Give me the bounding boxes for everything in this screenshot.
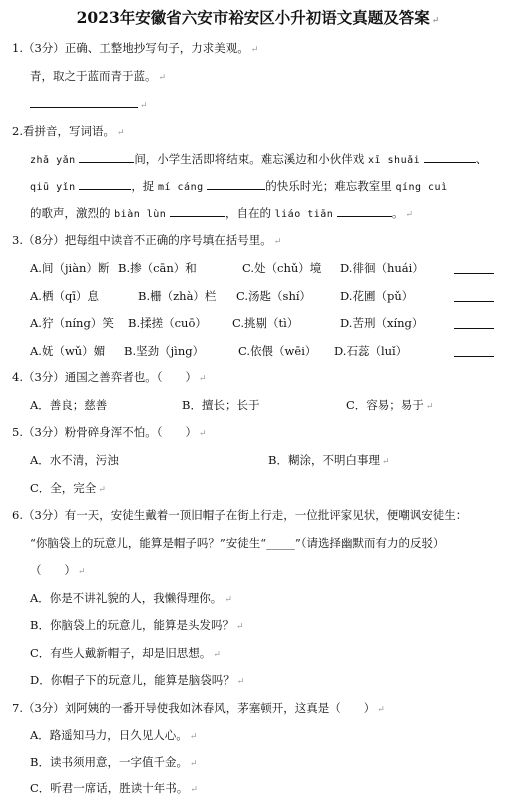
paragraph-mark: ↵ [381, 457, 390, 467]
option-a: A.狞（níng）笑 [30, 316, 114, 330]
q4-option-c[interactable] [346, 397, 433, 415]
answer-blank[interactable] [79, 178, 131, 190]
paragraph-mark: ↵ [199, 429, 207, 439]
q6-option-b[interactable] [30, 617, 244, 635]
option-c: C.汤匙（shí） [236, 289, 312, 303]
option-b: B.栅（zhà）栏 [138, 289, 217, 303]
option-c: C.挑剔（tì） [232, 316, 299, 330]
q1-stem [12, 40, 258, 58]
q6-stem-line-1 [12, 507, 467, 523]
q5-stem [12, 424, 207, 442]
text: 4.（3分）通国之善弈者也。（ ） [12, 370, 198, 384]
q6-answer-paren[interactable] [30, 562, 86, 580]
paragraph-mark: ↵ [224, 595, 232, 605]
answer-blank[interactable] [79, 151, 134, 163]
q7-option-a[interactable] [30, 727, 197, 745]
text: B．读书须用意，一字值千金。 [30, 755, 188, 769]
option-a: A.妩（wǔ）媚 [30, 344, 106, 358]
answer-blank[interactable] [424, 151, 476, 163]
q4-stem [12, 369, 207, 387]
q1-sentence [30, 68, 166, 86]
q2-line-1 [30, 151, 487, 169]
text: （ ） [30, 563, 76, 577]
q7-option-c[interactable] [30, 780, 198, 798]
paragraph-mark: ↵ [213, 650, 221, 660]
option-b: B.坚劲（jìng） [124, 344, 205, 358]
text: 7.（3分）刘阿姨的一番开导使我如沐春风，茅塞顿开，这真是（ ） [12, 701, 376, 715]
text: 、 [475, 152, 488, 166]
paragraph-mark: ↵ [236, 677, 245, 687]
paragraph-mark: ↵ [158, 73, 167, 83]
q7-option-b[interactable] [30, 754, 198, 772]
q6-option-a[interactable] [30, 590, 232, 608]
option-b: B.掺（cān）和 [118, 261, 197, 275]
text: C．有些人戴新帽子，却是旧思想。 [30, 646, 212, 660]
text: “你脑袋上的玩意儿，能算是帽子吗？”安徒生“_____”（请选择幽默而有力的反驳） [30, 536, 445, 550]
option-b: B.揉搓（cuō） [128, 316, 207, 330]
q4-option-a[interactable]: A．善良；慈善 [30, 398, 108, 412]
option-c: C.处（chǔ）境 [242, 261, 322, 275]
q6-option-d[interactable] [30, 672, 244, 690]
document-title [0, 6, 516, 28]
option-d: D.石蕊（luǐ） [334, 344, 408, 358]
option-d: D.苦刑（xíng） [340, 316, 424, 330]
q6-option-c[interactable] [30, 645, 221, 663]
q2-line-2 [30, 178, 448, 196]
q2-stem [12, 123, 125, 141]
pinyin: xī shuǎi [367, 155, 421, 166]
answer-blank[interactable] [454, 261, 494, 274]
paragraph-mark: ↵ [189, 732, 198, 742]
paragraph-mark: ↵ [98, 485, 106, 495]
paragraph-mark: ↵ [235, 622, 244, 632]
text: 间，小学生活即将结束。难忘溪边和小伙伴戏 [134, 152, 365, 166]
pinyin: biàn lùn [114, 209, 167, 220]
paragraph-mark: ↵ [250, 45, 259, 55]
text: 青，取之于蓝而青于蓝。 [30, 69, 157, 83]
option-d: D.花圃（pǔ） [340, 289, 414, 303]
answer-blank[interactable] [170, 205, 225, 217]
pinyin: mí cáng [157, 182, 204, 193]
text: 的歌声，激烈的 [30, 206, 111, 220]
text: 。 [391, 206, 404, 220]
pinyin: zhǎ yǎn [30, 155, 76, 166]
pinyin: qíng cuì [395, 182, 448, 193]
q5-option-a[interactable]: A．水不清，污浊 [30, 453, 119, 467]
paragraph-mark: ↵ [140, 101, 148, 111]
text: 2.看拼音，写词语。 [12, 124, 115, 138]
text: 6.（3分）有一天，安徒生戴着一顶旧帽子在街上行走，一位批评家见状，便嘲讽安徒生： [12, 508, 468, 522]
text: 5.（3分）粉骨碎身浑不怕。（ ） [12, 425, 198, 439]
option-a: A.间（jiàn）断 [30, 261, 110, 275]
paragraph-mark: ↵ [377, 705, 385, 715]
pinyin: qiū yǐn [30, 182, 76, 193]
option-d: D.徘徊（huái） [340, 261, 424, 275]
answer-blank[interactable] [454, 289, 494, 302]
text: 3.（8分）把每组中读音不正确的序号填在括号里。 [12, 233, 272, 247]
text: C．听君一席话，胜读十年书。 [30, 781, 189, 795]
text: 2023年安徽省六安市裕安区小升初语文真题及答案 [76, 8, 430, 27]
paragraph-mark: ↵ [189, 759, 198, 769]
q5-option-c[interactable] [30, 480, 106, 498]
text: C．容易；易于 [346, 398, 424, 412]
q2-line-3 [30, 205, 413, 223]
text: 的快乐时光；难忘教室里 [265, 179, 392, 193]
q1-answer-line[interactable] [30, 96, 148, 114]
q5-option-b[interactable] [268, 452, 390, 470]
answer-blank[interactable] [454, 344, 494, 357]
answer-blank[interactable] [207, 178, 265, 190]
paragraph-mark: ↵ [78, 567, 86, 577]
text: A．你是不讲礼貌的人，我懒得理你。 [30, 591, 223, 605]
paragraph-mark: ↵ [431, 16, 440, 26]
q4-option-b[interactable]: B．擅长；长于 [182, 398, 260, 412]
paragraph-mark: ↵ [199, 374, 207, 384]
paragraph-mark: ↵ [273, 237, 282, 247]
paragraph-mark: ↵ [190, 785, 198, 795]
paragraph-mark: ↵ [405, 210, 414, 220]
option-c: C.依偎（wēi） [238, 344, 317, 358]
text: A．路遥知马力，日久见人心。 [30, 728, 188, 742]
text: ，自在的 [224, 206, 271, 220]
answer-blank[interactable] [337, 205, 392, 217]
text: B．你脑袋上的玩意儿，能算是头发吗？ [30, 618, 234, 632]
option-a: A.栖（qī）息 [30, 289, 99, 303]
q3-stem [12, 232, 281, 250]
text: D．你帽子下的玩意儿，能算是脑袋吗？ [30, 673, 235, 687]
text: ，捉 [131, 179, 155, 193]
paragraph-mark: ↵ [116, 128, 125, 138]
text: C．全，完全 [30, 481, 97, 495]
paragraph-mark: ↵ [425, 402, 434, 412]
q6-stem-line-2 [30, 535, 445, 551]
text: B．糊涂，不明白事理 [268, 453, 380, 467]
q7-stem [12, 700, 385, 718]
text: 1.（3分）正确、工整地抄写句子，力求美观。 [12, 41, 249, 55]
pinyin: liáo tiān [274, 209, 334, 220]
answer-blank[interactable] [454, 316, 494, 329]
